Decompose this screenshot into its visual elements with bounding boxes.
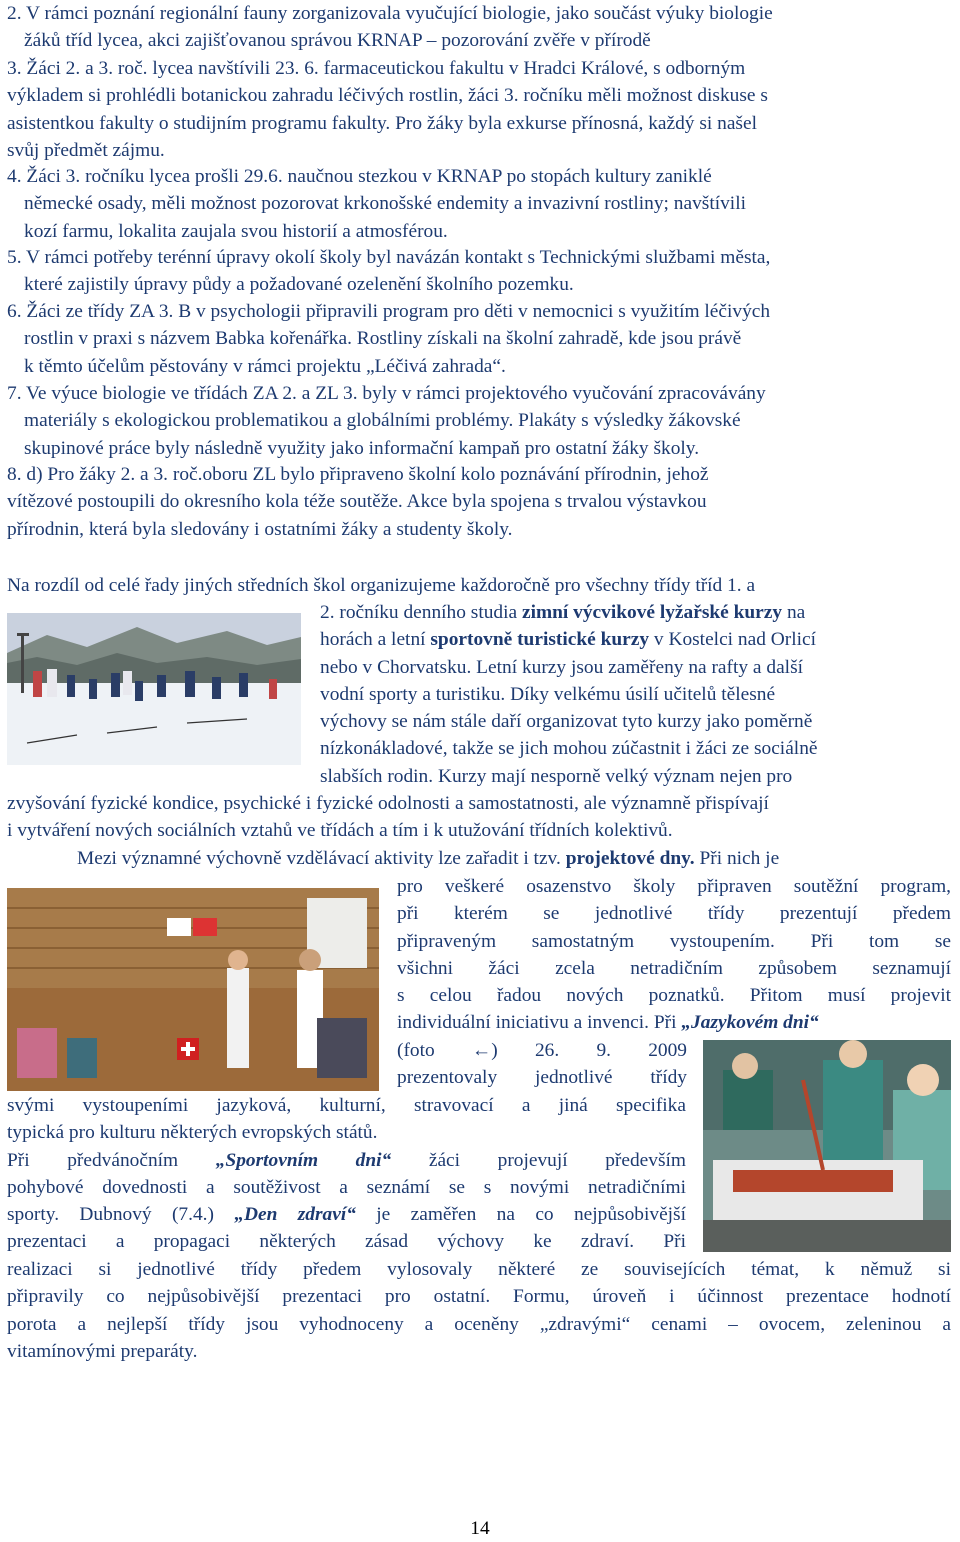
- projects-line-4: připraveným samostatným vystoupením. Při tom se: [397, 930, 951, 952]
- item8-line1: 8. d) Pro žáky 2. a 3. roč.oboru ZL bylo připraveno školní kolo poznávání přírodnin, jehož: [7, 464, 709, 485]
- item5-line2: které zajistily úpravy půdy a požadované ozelenění školního pozemku.: [24, 274, 574, 296]
- projects-line-7: [397, 1009, 951, 1036]
- health-day-bold: „Den zdraví“: [234, 1204, 356, 1226]
- item3-line3: asistentkou fakulty o studijním programu fakulty. Pro žáky byla exkurse přínosná, každý si našel: [7, 112, 757, 134]
- projects-line-10: svými vystoupeními jazyková, kulturní, stravovací a jiná specifika: [7, 1095, 686, 1116]
- projects-line-7a: individuální iniciativu a invenci. Při: [397, 1012, 682, 1034]
- projects-line-3: při kterém se jednotlivé třídy prezentují předem: [397, 903, 951, 925]
- courses-line-3c: v Kostelci nad Orlicí: [649, 629, 816, 651]
- courses-line-2c: na: [782, 602, 806, 623]
- projects-line-11: typická pro kulturu některých evropských států.: [7, 1122, 378, 1144]
- language-day-bold: „Jazykovém dni“: [681, 1012, 819, 1034]
- courses-tail: [7, 790, 951, 845]
- courses-line-4: nebo v Chorvatsku. Letní kurzy jsou zaměřeny na rafty a další: [320, 656, 804, 678]
- ski-courses-bold: zimní výcvikové lyžařské kurzy: [521, 602, 783, 623]
- courses-line-6: výchovy se nám stále daří organizovat tyto kurzy jako poměrně: [320, 711, 813, 733]
- projects-line-2: pro veškeré osazenstvo školy připraven soutěžní program,: [397, 876, 951, 897]
- projects-line-12: [7, 1147, 686, 1174]
- courses-line-5: vodní sporty a turistiku. Díky velkému úsilí učitelů tělesné: [320, 683, 776, 705]
- list-item-8: [7, 461, 951, 543]
- courses-line-1: Na rozdíl od celé řady jiných středních škol organizujeme každoročně pro všechny třídy tříd 1. a: [7, 575, 756, 596]
- language-day-photo: [7, 888, 379, 1091]
- courses-line-9: zvyšování fyzické kondice, psychické i fyzické odolnosti a samostatnosti, ale významně přispívají: [7, 793, 769, 814]
- projects-line-18: porota a nejlepší třídy jsou vyhodnoceny a oceněny „zdravými“ cenami – ovocem, zeleninou a: [7, 1313, 951, 1335]
- list-item-3: [7, 55, 951, 164]
- projects-line-15: prezentaci a propagaci některých zásad výchovy ke zdraví. Při: [7, 1231, 686, 1253]
- item3-line1: 3. Žáci 2. a 3. roč. lycea navštívili 23. 6. farmaceutickou fakultu v Hradci Králové, s odborným: [7, 58, 746, 79]
- list-item-6: [7, 298, 951, 380]
- item5-line1: 5. V rámci potřeby terénní úpravy okolí školy byl navázán kontakt s Technickými službami města,: [7, 247, 771, 268]
- courses-line-2a: 2. ročníku denního studia: [320, 602, 522, 623]
- list-item-5: [7, 244, 951, 299]
- item8-line3: přírodnin, která byla sledovány i ostatními žáky a studenty školy.: [7, 518, 513, 540]
- health-day-photo: [703, 1040, 951, 1252]
- projects-line-1c: Při nich je: [694, 848, 780, 869]
- projects-line-8: (foto ←) 26. 9. 2009: [397, 1040, 687, 1061]
- item4-line2: německé osady, měli možnost pozorovat krkonošské endemity a invazivní rostliny; navštívili: [24, 193, 746, 215]
- item3-line4: svůj předmět zájmu.: [7, 139, 165, 161]
- projects-tail: [7, 1256, 951, 1365]
- item2-line2: žáků tříd lycea, akci zajišťovanou správou KRNAP – pozorování zvěře v přírodě: [24, 30, 651, 52]
- item7-line2: materiály s ekologickou problematikou a globálními problémy. Plakáty s výsledky žákovské: [24, 410, 741, 432]
- courses-wrap-text: [320, 599, 951, 790]
- projects-wrap-text: [397, 873, 951, 1037]
- summer-courses-bold: sportovně turistické kurzy: [430, 629, 650, 651]
- projects-line-5: všichni žáci zcela netradičním způsobem seznamují: [397, 957, 951, 979]
- courses-line-10: i vytváření nových sociálních vztahů ve třídách a tím i k utužování třídních kolektivů.: [7, 820, 673, 842]
- item6-line3: k těmto účelům pěstovány v rámci projektu „Léčivá zahrada“.: [24, 355, 506, 377]
- list-item-4: [7, 163, 951, 245]
- item2-line1: 2. V rámci poznání regionální fauny zorganizovala vyučující biologie, jako součást výuky biologie: [7, 3, 773, 24]
- courses-line-7: nízkonákladové, takže se jich mohou zúčastnit i žáci ze sociálně: [320, 738, 818, 760]
- item4-line3: kozí farmu, lokalita zaujala svou historií a atmosférou.: [24, 220, 448, 242]
- projects-line-1a: Mezi významné výchovně vzdělávací aktivity lze zařadit i tzv.: [77, 848, 566, 869]
- projects-line-1: [77, 845, 951, 872]
- projects-narrow-text: [397, 1037, 687, 1092]
- list-item-2: [7, 0, 951, 55]
- item7-line1: 7. Ve výuce biologie ve třídách ZA 2. a ZL 3. byly v rámci projektového vyučování zpracovávány: [7, 383, 766, 404]
- projects-line-12c: žáci projevují především: [391, 1149, 686, 1171]
- projects-line-19: vitamínovými preparáty.: [7, 1340, 198, 1362]
- item6-line1: 6. Žáci ze třídy ZA 3. B v psychologii připravili program pro děti v nemocnici s využitím léčivých: [7, 301, 771, 322]
- projects-line-9: prezentovaly jednotlivé třídy: [397, 1067, 687, 1089]
- projects-line-14a: sporty. Dubnový (7.4.): [7, 1204, 235, 1226]
- projects-line-16: realizaci si jednotlivé třídy předem vylosovaly některé ze souvisejících témat, k němuž si: [7, 1259, 951, 1280]
- ski-course-photo: [7, 613, 301, 765]
- projects-line-14: [7, 1201, 686, 1228]
- projects-line-6: s celou řadou nových poznatků. Přitom musí projevit: [397, 985, 951, 1007]
- projects-line-13: pohybové dovednosti a soutěživost a seznámí se s novými netradičními: [7, 1176, 686, 1198]
- projects-line-17: připravily co nejpůsobivější prezentaci pro ostatní. Formu, úroveň i účinnost prezentace hodnotí: [7, 1286, 951, 1308]
- project-days-bold: projektové dny.: [565, 848, 695, 869]
- page-number: 14: [470, 1518, 490, 1539]
- sport-day-bold: „Sportovním dni“: [215, 1149, 392, 1171]
- projects-line-14c: je zaměřen na co nejpůsobivější: [355, 1204, 686, 1226]
- item8-line2: vítězové postoupili do okresního kola téže soutěže. Akce byla spojena s trvalou výstavkou: [7, 491, 707, 513]
- projects-line-12a: Při předvánočním: [7, 1149, 216, 1171]
- item6-line2: rostlin v praxi s názvem Babka kořenářka. Rostliny získali na školní zahradě, kde jsou právě: [24, 328, 742, 350]
- courses-line-3a: horách a letní: [320, 629, 431, 651]
- item4-line1: 4. Žáci 3. ročníku lycea prošli 29.6. naučnou stezkou v KRNAP po stopách kultury zaniklé: [7, 166, 712, 187]
- item3-line2: výkladem si prohlédli botanickou zahradu léčivých rostlin, žáci 3. ročníku měli možnost diskuse s: [7, 85, 768, 107]
- projects-mid-text: [7, 1092, 686, 1256]
- list-item-7: [7, 380, 951, 462]
- item7-line3: skupinové práce byly následně využity jako informační kampaň pro ostatní žáky školy.: [24, 437, 700, 459]
- courses-line-8: slabších rodin. Kurzy mají nesporně velký význam nejen pro: [320, 765, 793, 787]
